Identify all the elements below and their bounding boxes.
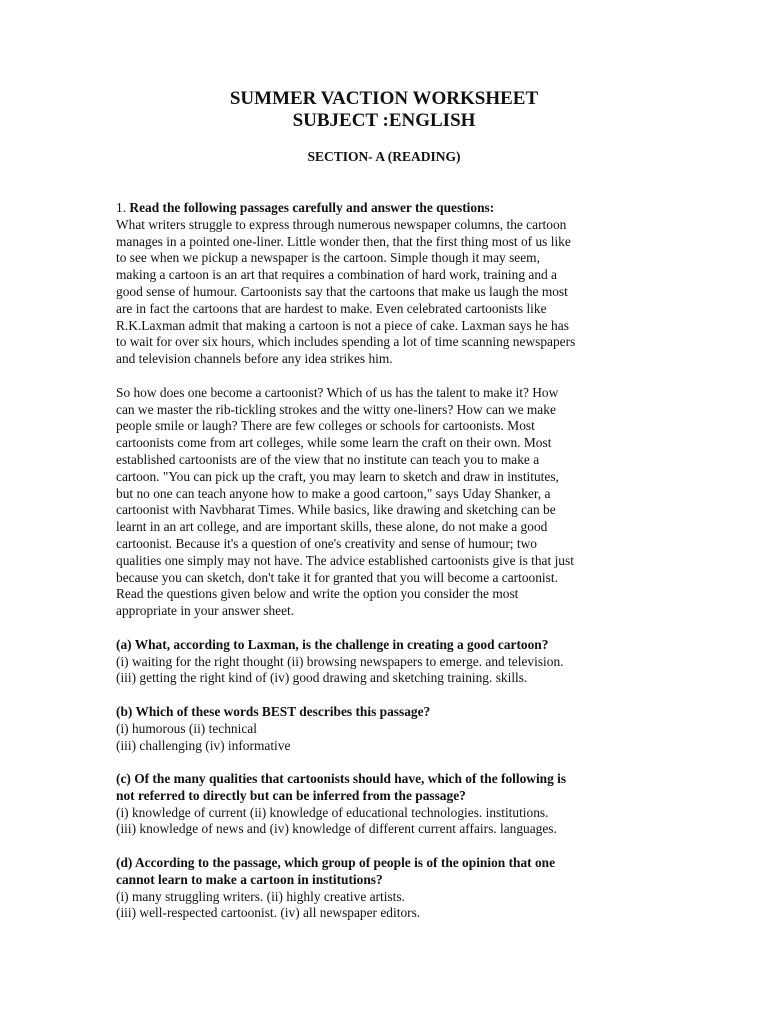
question-1 [116, 200, 656, 922]
sub-question-options: (i) humorous (ii) technical [116, 720, 257, 736]
sub-question-text: cannot learn to make a cartoon in institutions? [116, 871, 383, 887]
worksheet-title [0, 88, 768, 132]
paragraph-gap [116, 838, 656, 855]
title-line-1: SUMMER VACTION WORKSHEET [229, 88, 539, 109]
sub-question-c [116, 771, 656, 838]
sub-question-options: (i) many struggling writers. (ii) highly creative artists. [116, 888, 405, 904]
sub-question-b [116, 704, 656, 754]
sub-question-text: (b) Which of these words BEST describes this passage? [116, 703, 431, 719]
passage-line: because you can sketch, don't take it for granted that you will become a cartoonist. [116, 569, 558, 585]
passage-line: cartoon. "You can pick up the craft, you may learn to sketch and draw in institutes, [116, 468, 559, 484]
sub-question-options: (iii) well-respected cartoonist. (iv) all newspaper editors. [116, 905, 421, 921]
passage-line: making a cartoon is an art that requires a combination of hard work, training and a [116, 267, 558, 283]
passage-line: to wait for over six hours, which includes spending a lot of time scanning newspapers [116, 334, 576, 350]
passage-line: manages in a pointed one-liner. Little wonder then, that the first thing most of us like [116, 233, 571, 249]
passage-line: are in fact the cartoons that are hardest to make. Even celebrated cartoonists like [116, 300, 547, 316]
passage-line: can we master the rib-tickling strokes and the witty one-liners? How can we make [116, 401, 556, 417]
paragraph-gap [116, 687, 656, 704]
question-1-instruction [116, 200, 656, 217]
passage-line: learnt in an art college, and are important skills, these alone, do not make a good [116, 519, 548, 535]
paragraph-gap [116, 754, 656, 771]
passage-line: cartoonists come from art colleges, while some learn the craft on their own. Most [116, 435, 552, 451]
passage-paragraph-1 [116, 217, 656, 368]
passage-line: appropriate in your answer sheet. [116, 603, 295, 619]
title-line-2: SUBJECT :ENGLISH [292, 110, 476, 131]
sub-question-a [116, 637, 656, 687]
passage-line: Read the questions given below and write the option you consider the most [116, 586, 519, 602]
passage-line: cartoonist with Navbharat Times. While basics, like drawing and sketching can be [116, 502, 556, 518]
paragraph-gap [116, 620, 656, 637]
passage-line: cartoonist. Because it's a question of one's creativity and sense of humour; two [116, 535, 537, 551]
sub-question-options: (iii) challenging (iv) informative [116, 737, 291, 753]
passage-line: but no one can teach anyone how to make a good cartoon," says Uday Shanker, a [116, 485, 551, 501]
passage-line: good sense of humour. Cartoonists say that the cartoons that make us laugh the most [116, 283, 568, 299]
sub-question-options: (i) knowledge of current (ii) knowledge of educational technologies. institutions. [116, 804, 549, 820]
passage-line: qualities one simply may not have. The advice established cartoonists give is that just [116, 552, 574, 568]
sub-question-text: (c) Of the many qualities that cartoonists should have, which of the following is [116, 771, 567, 787]
passage-line: So how does one become a cartoonist? Which of us has the talent to make it? How [116, 384, 559, 400]
passage-line: people smile or laugh? There are few colleges or schools for cartoonists. Most [116, 418, 535, 434]
sub-question-options: (iii) getting the right kind of (iv) good drawing and sketching training. skills. [116, 670, 528, 686]
passage-line: to see when we pickup a newspaper is the cartoon. Simple though it may seem, [116, 250, 540, 266]
passage-paragraph-2 [116, 385, 656, 620]
passage-line: What writers struggle to express through numerous newspaper columns, the cartoon [116, 216, 567, 232]
instruction-text: Read the following passages carefully and answer the questions: [129, 200, 495, 215]
passage-line: established cartoonists are of the view that no institute can teach you to make a [116, 451, 540, 467]
paragraph-gap [116, 368, 656, 385]
passage-line: and television channels before any idea strikes him. [116, 351, 393, 367]
section-heading: SECTION- A (READING) [307, 149, 461, 164]
sub-question-text: (d) According to the passage, which group of people is of the opinion that one [116, 855, 556, 871]
question-number: 1. [116, 200, 127, 215]
sub-question-options: (i) waiting for the right thought (ii) browsing newspapers to emerge. and television. [116, 653, 564, 669]
sub-question-d [116, 855, 656, 922]
passage-line: R.K.Laxman admit that making a cartoon is not a piece of cake. Laxman says he has [116, 317, 569, 333]
sub-question-text: (a) What, according to Laxman, is the challenge in creating a good cartoon? [116, 636, 549, 652]
sub-question-text: not referred to directly but can be inferred from the passage? [116, 787, 466, 803]
sub-question-options: (iii) knowledge of news and (iv) knowledge of different current affairs. languages. [116, 821, 557, 837]
